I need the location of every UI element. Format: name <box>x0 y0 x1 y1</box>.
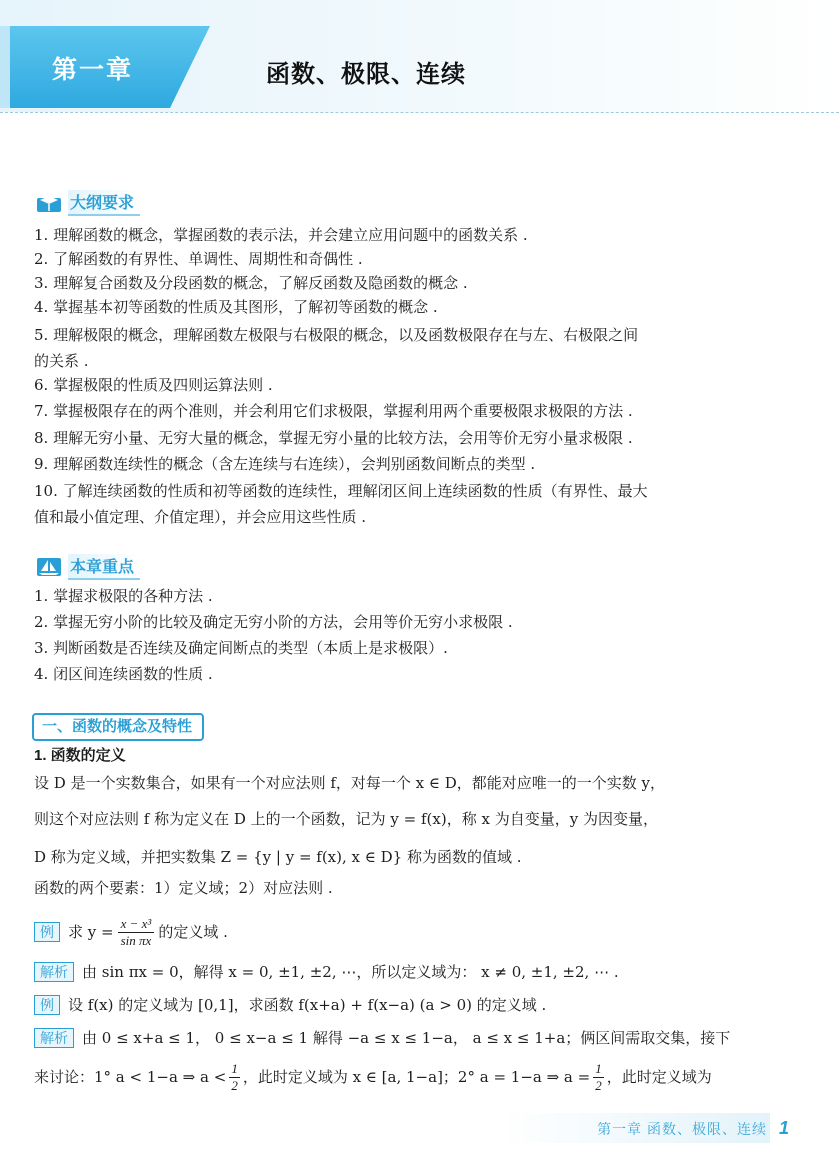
fraction-numerator: x − x³ <box>118 916 155 933</box>
example-1-prefix: 求 y = <box>68 923 114 941</box>
syllabus-line: 1. 理解函数的概念，掌握函数的表示法，并会建立应用问题中的函数关系 . <box>34 226 528 244</box>
keypoint-line: 2. 掌握无穷小阶的比较及确定无穷小阶的方法，会用等价无穷小求极限 . <box>34 613 513 631</box>
body-line: 则这个对应法则 f 称为定义在 D 上的一个函数，记为 y = f(x)，称 x 为自变量，y 为因变量， <box>34 810 658 828</box>
solution-2-continued <box>34 1057 712 1097</box>
example-2 <box>34 994 546 1016</box>
chapter-label: 第一章 <box>52 55 134 84</box>
keypoint-line: 4. 闭区间连续函数的性质 . <box>34 665 213 683</box>
syllabus-line: 5. 理解极限的概念，理解函数左极限与右极限的概念，以及函数极限存在与左、右极限之间 <box>34 326 639 344</box>
example-1-suffix: 的定义域 . <box>158 923 228 941</box>
fraction-denominator: 2 <box>231 1077 238 1093</box>
page-number: 1 <box>778 1118 789 1138</box>
footer-chapter-text: 第一章 函数、极限、连续 <box>597 1120 767 1137</box>
body-line: 设 D 是一个实数集合，如果有一个对应法则 f，对每一个 x ∈ D，都能对应唯一的一个实数 y， <box>34 774 666 792</box>
syllabus-line: 值和最小值定理、介值定理），并会应用这些性质 . <box>34 508 367 526</box>
keypoint-line: 3. 判断函数是否连续及确定间断点的类型（本质上是求极限）. <box>34 639 448 657</box>
solution-tag: 解析 <box>34 1028 74 1048</box>
solution-2 <box>34 1027 730 1049</box>
fraction-numerator: 1 <box>231 1060 238 1076</box>
syllabus-line: 6. 掌握极限的性质及四则运算法则 . <box>34 376 273 394</box>
syllabus-line: 的关系 . <box>34 352 89 370</box>
solution-2b-middle: ，此时定义域为 x ∈ [a, 1−a]；2° a = 1−a ⇒ a = <box>242 1068 591 1086</box>
body-line: D 称为定义域，并把实数集 Z = {y | y = f(x), x ∈ D} 称为函数的值域 . <box>34 848 522 866</box>
syllabus-line: 3. 理解复合函数及分段函数的概念，了解反函数及隐函数的概念 . <box>34 274 468 292</box>
body-line: 函数的两个要素：1）定义域；2）对应法则 . <box>34 879 333 897</box>
page-footer <box>597 1118 789 1139</box>
solution-1 <box>34 961 619 983</box>
fraction-numerator: 1 <box>595 1060 602 1076</box>
topic-title: 一、函数的概念及特性 <box>32 713 204 741</box>
fraction <box>118 916 155 949</box>
example-2-text: 设 f(x) 的定义域为 [0,1]，求函数 f(x+a) + f(x−a) (a > 0) 的定义域 . <box>68 996 547 1014</box>
keypoint-line: 1. 掌握求极限的各种方法 . <box>34 587 213 605</box>
chapter-title: 函数、极限、连续 <box>266 60 466 88</box>
example-tag: 例 <box>34 922 60 942</box>
sailboat-icon <box>36 556 62 578</box>
example-tag: 例 <box>34 995 60 1015</box>
solution-tag: 解析 <box>34 962 74 982</box>
fraction <box>593 1061 604 1094</box>
header-divider <box>0 112 839 113</box>
syllabus-title: 大纲要求 <box>68 190 140 216</box>
solution-2b-suffix: ，此时定义域为 <box>606 1068 712 1086</box>
example-1 <box>34 912 228 952</box>
syllabus-line: 8. 理解无穷小量、无穷大量的概念，掌握无穷小量的比较方法，会用等价无穷小量求极限 . <box>34 429 633 447</box>
syllabus-line: 7. 掌握极限存在的两个准则，并会利用它们求极限，掌握利用两个重要极限求极限的方法 . <box>34 402 633 420</box>
solution-2b-prefix: 来讨论：1° a < 1−a ⇒ a < <box>34 1068 227 1086</box>
fraction-denominator: 2 <box>595 1077 602 1093</box>
syllabus-line: 2. 了解函数的有界性、单调性、周期性和奇偶性 . <box>34 250 363 268</box>
syllabus-line: 9. 理解函数连续性的概念（含左连续与右连续），会判别函数间断点的类型 . <box>34 455 536 473</box>
book-icon <box>36 192 62 214</box>
solution-1-text: 由 sin πx = 0，解得 x = 0, ±1, ±2, ⋯，所以定义域为： x ≠ 0, ±1, ±2, ⋯ . <box>82 963 619 981</box>
chapter-tab-edge <box>0 26 10 108</box>
fraction-denominator: sin πx <box>120 932 152 948</box>
keypoints-title: 本章重点 <box>68 554 140 580</box>
syllabus-line: 4. 掌握基本初等函数的性质及其图形，了解初等函数的概念 . <box>34 298 438 316</box>
fraction <box>229 1061 240 1094</box>
syllabus-heading <box>36 190 140 216</box>
keypoints-heading <box>36 554 140 580</box>
solution-2-text: 由 0 ≤ x+a ≤ 1， 0 ≤ x−a ≤ 1 解得 −a ≤ x ≤ 1−a， a ≤ x ≤ 1+a；俩区间需取交集，接下 <box>82 1029 731 1047</box>
subsection-title: 1. 函数的定义 <box>34 747 126 764</box>
syllabus-line: 10. 了解连续函数的性质和初等函数的连续性，理解闭区间上连续函数的性质（有界性、最大 <box>34 482 648 500</box>
